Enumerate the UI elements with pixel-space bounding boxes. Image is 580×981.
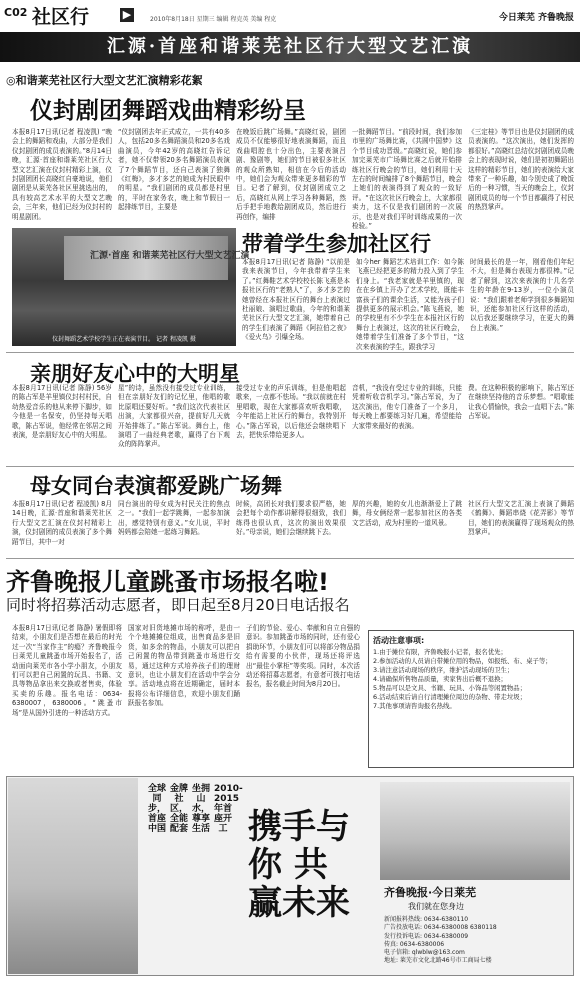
notice-item: 3.请注意活动现场的秩序，维护活动现场的卫生； <box>373 666 514 674</box>
headline-article5: 齐鲁晚报儿童跳蚤市场报名啦! <box>6 568 329 596</box>
headline-article3: 亲朋好友心中的大明星 <box>30 362 240 386</box>
ad-contact-info <box>384 916 572 966</box>
ad-vertical-line: 2010-2015年首座开工 <box>214 784 243 834</box>
ad-brand: 齐鲁晚报·今日莱芜 <box>384 886 477 899</box>
notice-item: 6.活动结束后请自行清理摊位周边的杂物、带走垃圾； <box>373 693 527 701</box>
article2-col3: 时间最长的是一年，刚看他们年纪不大，但是舞台表现力都很棒。”记者了解到，这次来表演的十几名学生的年龄在9-13岁，一位小演员说：“我们跟着老师学到很多舞蹈知识，还能参加社区行这样的活动，以后我还要继续学习，在更大的舞台上表演。” <box>470 258 574 332</box>
article1-col3: 在晚饭后跳广场舞。”高晓红说，剧团成员不仅能够很好地表演舞蹈，而且戏曲唱腔也十分出色，主要表演吕剧、豫剧等，她们的节目被很多社区的观众所熟知，相信在今后的活动中，她们会为观众带来更多精彩的节目。记者了解到，仪封剧团成立之后，高晓红从网上学习各种舞蹈，然后手把手地教给剧团成员，然后进行再创作，编排 <box>236 128 346 221</box>
article3-col2: 星”的诗，虽然没有接受过专业训练，但在亲朋好友们的记忆里，他唱的歌比原唱还要好听。“我们这次代表社区出演，大家都很兴奋，提前好几天就开始排练了。”陈占军说。舞台上，他演唱了一曲经典老歌，赢得了台下观众的阵阵掌声。 <box>118 384 230 449</box>
ad-info-line: 广告投放电话: 0634-6380008 6380118 <box>384 924 497 932</box>
article4-col4: 厚的兴趣，她的女儿也渐渐爱上了跳舞，母女俩经常一起参加社区的各类文艺活动，成为村里的一道风景。 <box>352 500 462 527</box>
article4-col2: 同台演出的母女成为村民关注的焦点之一。“我们一起学跳舞，一起参加演出，感觉特别有意义。”女儿说，平时妈妈都会陪她一起练习舞蹈。 <box>118 500 230 537</box>
article3-col5: 费。在这种积极的影响下，陈占军还在继续坚持他的音乐梦想。“唱歌能让我心情愉快，我会一直唱下去。”陈占军说。 <box>468 384 574 421</box>
banner-title: 汇源·首座和谐莱芜社区行大型文艺汇演 <box>106 36 474 57</box>
ad-vertical-line: 金牌社区，全能配套 <box>170 784 189 834</box>
section-number: C02 <box>4 6 28 19</box>
article1-col5: 《三定桂》等节目也是仪封剧团的成员表演的。“这次演出，她们发挥的都很好。”高晓红总结仪封剧团成员晚会上的表现时说，她们是初初舞蹈出这样的精彩节目，她们的表演给大家带来了一种乐趣，如今别史成了晚饭后的一种习惯，当天的晚会上，仪封剧团成员的每一个节目都赢得了村民的热烈掌声。 <box>468 128 574 212</box>
ad-vertical-line: 全球同步，首座中国 <box>148 784 167 834</box>
article1-col1: 本报8月17日讯(记者 程凌凯) “晚会上的舞蹈和戏曲，大部分是我们仪封剧团的成员表演的。”8月14日晚，汇源·首座和谐莱芜社区行大型文艺汇演在仪封村精彩上演，仪封剧团团长高晓红自豪地说，他们剧团是从莱芜各社区里挑选出的，具有较高艺术水平的大型文艺晚会，三年来，他们已经为仪封村的明星剧团。 <box>12 128 112 221</box>
headline-article2: 带着学生参加社区行 <box>242 232 431 256</box>
notice-box <box>368 630 574 768</box>
article3-col1: 本报8月17日讯(记者 陈静) 56岁的陈占军是羊里镇仪封村村民，自幼热爱音乐的他从来停下脚步，如今他是一名保安，仍坚持每天唱歌，陈占军说，他经常在邻居之间表演，是亲朋好友心中的大明星。 <box>12 384 112 440</box>
notice-item: 4.请确保所售物品质量，卖家售出后概不退换； <box>373 675 507 683</box>
ad-building-image <box>8 778 138 974</box>
notice-item: 7.其他事项请咨询报名热线。 <box>373 702 456 710</box>
article5-col1: 本报8月17日讯(记者 陈静) 暑假即将结束，小朋友们是否想在最后的时光过一次“当家作主”的瘾？齐鲁晚报今日莱芜儿童跳蚤市场开始报名了，活动面向莱芜市各小学小朋友，小朋友们可以把自己闲置的玩具、书籍、文具等物品拿出来交换或者售卖，体验买卖的乐趣。报名电话：0634-6380007，6380006。“跳蚤市场”是从国外引进的一种活动方式。 <box>12 624 122 717</box>
notice-item: 2.参加活动的人员请自带摊位用的物品，如报纸、布、桌子等； <box>373 657 552 665</box>
subheadline-article5: 同时将招募活动志愿者，即日起至8月20日电话报名 <box>6 596 350 614</box>
article5-col3: 子们的节俭、爱心、奉献和自立自强的意识。参加跳蚤市场的同时，还有爱心捐助环节，小朋友们可以将部分物品捐给有需要的小伙伴，现场还将评选出“最佳小掌柜”等奖项。同时，本次活动还将招募志愿者，有意者可拨打电话报名，报名截止时间为8月20日。 <box>246 624 360 689</box>
arrow-icon: ▶ <box>120 8 134 22</box>
headline-article1: 仪封剧团舞蹈戏曲精彩纷呈 <box>30 98 306 124</box>
notice-item: 1.由于摊位有限，齐鲁晚报小记者，报名优先； <box>373 648 507 656</box>
ad-slogan: 我们就在您身边 <box>408 902 464 911</box>
article4-col3: 时候，高团长对我们要求很严格，她会把每个动作都讲解得很细致，我们练得也很认真，这次的演出效果很好。”母亲说，她们会继续跳下去。 <box>236 500 346 537</box>
article2-col1: 本报8月17日讯(记者 陈静) “以前是我来表演节目，今年我带着学生来了。”红舞鞋艺术学校校长陈飞燕是本报社区行的“老熟人”了，多才多艺的她曾经在本报社区行的舞台上表演过杜丽娘、演唱过歌曲，今年的和谐莱芜社区行大型文艺汇演，她带着自己的学生们表演了舞蹈《阿拉伯之夜》《爱火鸟》引爆全场。 <box>242 258 350 342</box>
page-subhead: ◎和谐莱芜社区行大型文艺汇演精彩花絮 <box>6 74 203 87</box>
ad-info-line: 传真: 0634-6380006 <box>384 940 445 948</box>
ad-info-line: 电子信箱: qlwblw@163.com <box>384 949 465 957</box>
notice-item: 5.物品可以是文具、书籍、玩具、小饰品等闲置物品； <box>373 684 527 692</box>
date-line: 2010年8月18日 星期三 编辑 程克英 美编 程克 <box>150 16 277 23</box>
article3-col3: 接受过专业的声乐训练，但是他唱起歌来，一点都不怯场。“我以前就在村里唱歌，现在大家都喜欢听我唱歌，今年能站上社区行的舞台，我特别开心。”陈占军说，以后他还会继续唱下去，把快乐带给更多人。 <box>236 384 346 440</box>
article4-col1: 本报8月17日讯(记者 程凌凯) 8月14日晚，汇源·首座和谐莱芜社区行大型文艺汇演在仪封村精彩上演，仪封剧团的成员表演了多个舞蹈节目，其中一对 <box>12 500 112 546</box>
article3-col4: 音机，“我没有受过专业的训练，只能凭着听收音机学习。”陈占军说，为了这次演出，他专门准备了一个多月，每天晚上都要练习好几遍，希望能给大家带来最好的表演。 <box>352 384 462 430</box>
article4-col5: 社区行大型文艺汇演上表演了舞蹈《鹤舞》、舞蹈串烧《花弄影》等节目，她们的表演赢得了现场观众的热烈掌声。 <box>468 500 574 537</box>
notice-title: 活动注意事项: <box>373 636 425 645</box>
divider <box>6 558 574 559</box>
article2-col2: 如今her 舞蹈艺术培训工作：如今陈飞燕已经把更多的精力投入到了学生们身上。“我老家就是羊里镇的，现在在乡镇上开办了艺术学校，既能丰富孩子们的课余生活，又能为孩子们提供更多的展示机会。”陈飞燕说，她的学校里有不少学生在本报社区行的舞台上表演过，这次的社区行晚会，她带着学生们准备了多个节目，“这次来表演的学生，跟我学习 <box>356 258 464 351</box>
ad-info-line: 发行投诉电话: 0634-6380009 <box>384 932 469 940</box>
section-title: 社区行 <box>32 6 90 28</box>
stage-screen-text: 汇源·首座 和谐莱芜社区行大型文艺汇演 <box>90 251 250 261</box>
ad-brush-slogan: 携手与你 共赢未来 <box>248 807 350 923</box>
headline-article4: 母女同台表演都爱跳广场舞 <box>30 474 282 498</box>
ad-vertical-line: 坐拥山水，尊享生活 <box>192 784 211 834</box>
ad-info-line: 新闻报料热线: 0634-6380110 <box>384 916 469 923</box>
article1-col2: “仪封剧团去年正式成立，一共有40多人，包括20多名舞蹈演员和20多名戏曲演员，今年42岁的高晓红告诉记者，她不仅带领20多名舞蹈演员表演了7个舞蹈节目，还自己表演了独舞《红梅》，多才多艺的她成为村民眼中的明星。“我们剧团的成员都是村里的，平时在家务农，晚上和节假日一起排练节目，主要是 <box>118 128 230 212</box>
article1-col4: 一批舞蹈节目。“前段时间，我们参加市里的广场舞比赛，《共圆中国梦》这个节目成功晋级。”高晓红说，她们参加完莱芜市广场舞比赛之后就开始排练社区行晚会的节目，她们利用十天左右的时间编排了8个舞蹈节目，晚会上她们的表演得到了观众的一致好评。“在这次社区行晚会上，大家都很卖力，这不仅是我们剧团的一次展示，也是对我们平时训练成果的一次检验。” <box>352 128 462 231</box>
article5-col2: 国家对旧货地摊市场的称呼，是由一个个地摊摊位组成，出售商品多是旧货，如多余的物品，小朋友可以把自己闲置的物品带到跳蚤市场进行交易，通过这种方式培养孩子们的理财意识，也让小朋友们在活动中学会分享。活动地点将在近期确定，届时本报将公布详细信息，欢迎小朋友们踊跃报名参加。 <box>128 624 240 708</box>
ad-info-line: 地址: 莱芜市文化北路46号市工商局七楼 <box>384 957 492 965</box>
ad-city-image <box>380 782 570 880</box>
photo-caption: 仪封舞蹈艺术学校学生正在表演节目。 记者 程凌凯 摄 <box>52 336 196 343</box>
divider <box>6 466 574 467</box>
paper-name: 今日莱芜 齐鲁晚报 <box>498 13 574 23</box>
divider <box>6 352 574 353</box>
